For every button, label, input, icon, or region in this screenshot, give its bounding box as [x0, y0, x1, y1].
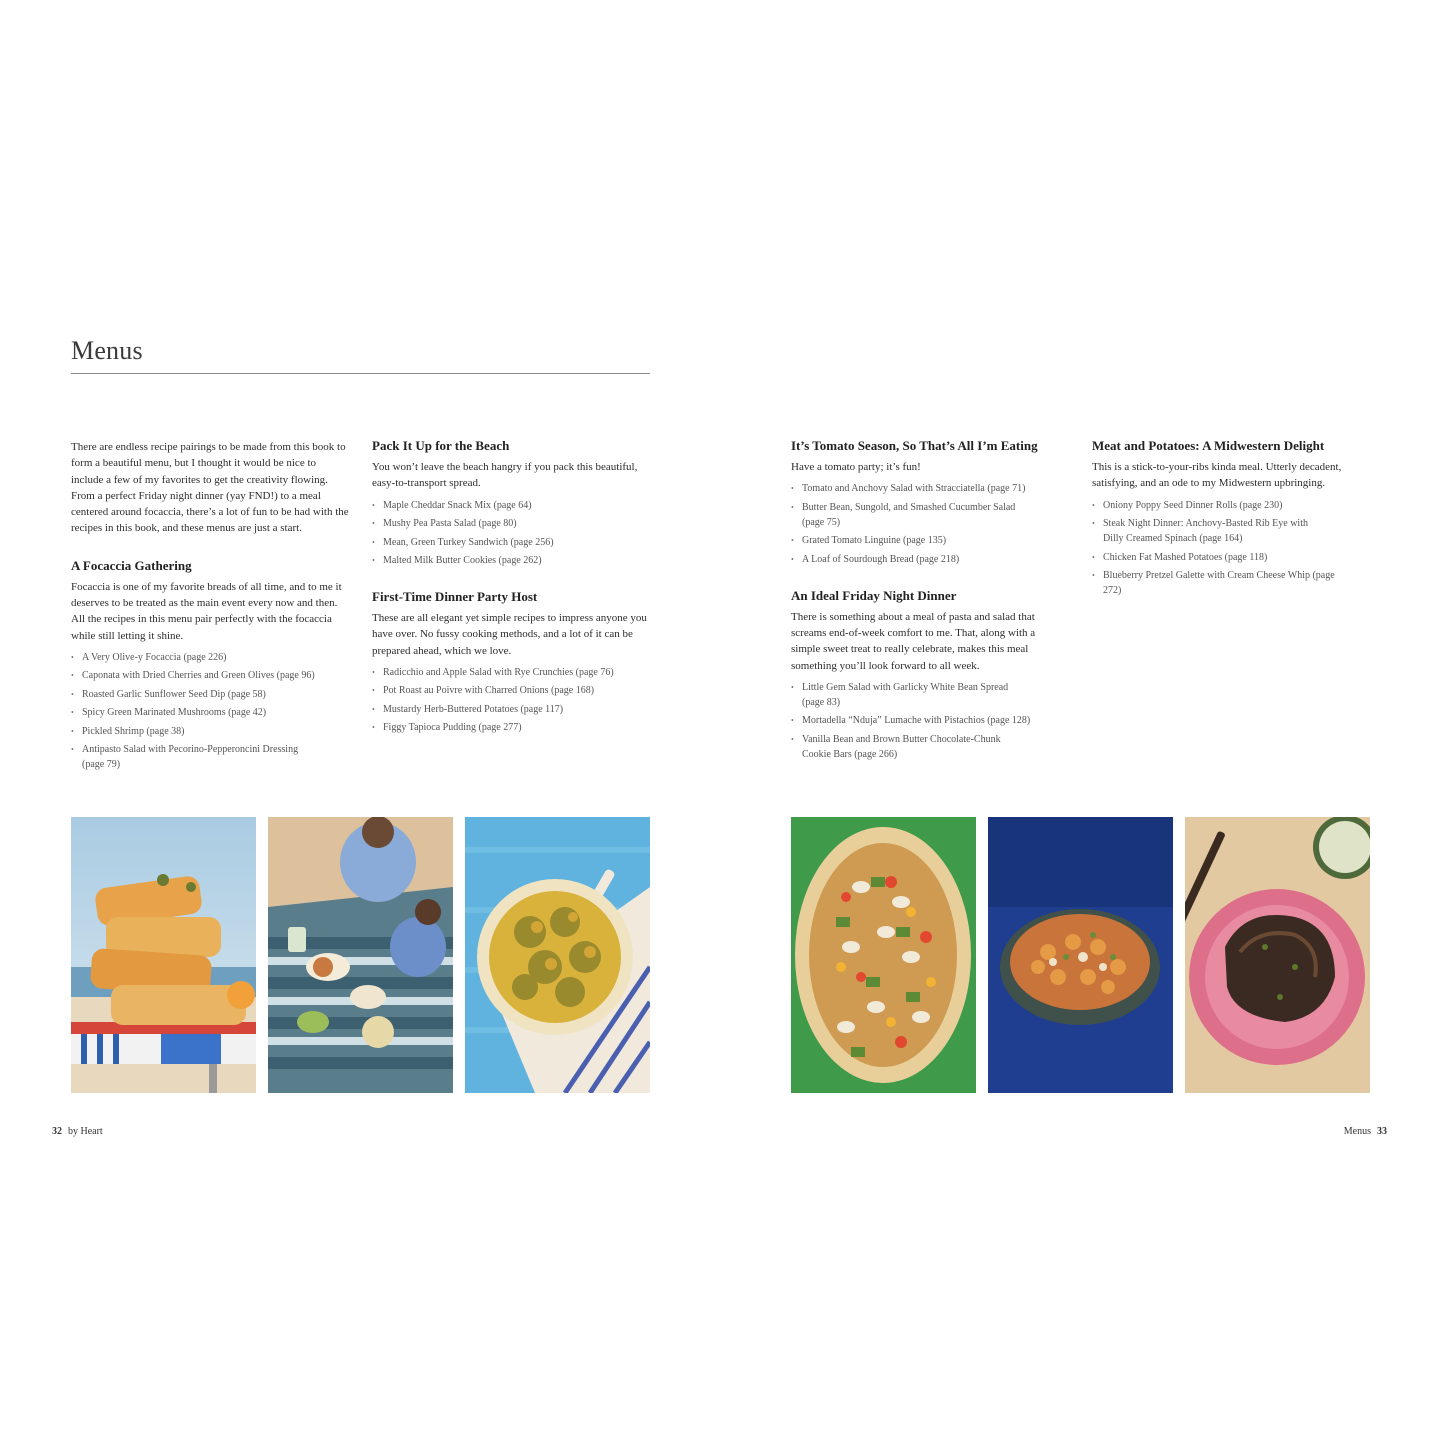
- list-item: • Pickled Shrimp (page 38): [71, 724, 349, 739]
- list-item: • Malted Milk Butter Cookies (page 262): [372, 553, 652, 568]
- list-item: • Roasted Garlic Sunflower Seed Dip (page 58): [71, 687, 349, 702]
- menu-items: [791, 680, 1061, 762]
- beach-picnic-photo: [268, 817, 453, 1093]
- list-item: • Mushy Pea Pasta Salad (page 80): [372, 516, 652, 531]
- menu-friday-night: [791, 587, 1061, 762]
- list-item: • Butter Bean, Sungold, and Smashed Cucumber Salad (page 75): [791, 500, 1037, 530]
- menu-description: This is a stick-to-your-ribs kinda meal. Utterly decadent, satisfying, and an ode to my Midwestern upbringing.: [1092, 461, 1342, 490]
- menu-beach: [372, 437, 652, 568]
- column-2: [372, 437, 652, 739]
- column-1: [71, 439, 349, 776]
- list-item: • A Very Olive-y Focaccia (page 226): [71, 650, 349, 665]
- focaccia-stack-photo: [71, 817, 256, 1093]
- menu-description: Focaccia is one of my favorite breads of all time, and to me it deserves to be treated as the main event every now and then. All the recipes in this menu pair perfectly with the focaccia while still letting it shine.: [71, 580, 342, 642]
- list-item: • Oniony Poppy Seed Dinner Rolls (page 230): [1092, 498, 1370, 513]
- menu-items: [1092, 498, 1370, 599]
- pasta-bowl-photo: [988, 817, 1173, 1093]
- list-item: • Radicchio and Apple Salad with Rye Crunchies (page 76): [372, 665, 652, 680]
- list-item: • Tomato and Anchovy Salad with Stracciatella (page 71): [791, 481, 1061, 496]
- list-item: • Mustardy Herb-Buttered Potatoes (page 117): [372, 702, 652, 717]
- menu-tomato-season: [791, 437, 1061, 567]
- list-item: • Little Gem Salad with Garlicky White Bean Spread (page 83): [791, 680, 1032, 710]
- menu-focaccia-gathering: [71, 557, 349, 773]
- menu-description: There is something about a meal of pasta and salad that screams end-of-week comfort to me. That, along with a simple sweet treat to really celebrate, makes this meal something you’ll look forward to all week.: [791, 610, 1036, 672]
- list-item: • Figgy Tapioca Pudding (page 277): [372, 720, 652, 735]
- column-3: [791, 437, 1061, 765]
- list-item: • Grated Tomato Linguine (page 135): [791, 533, 1061, 548]
- list-item: • Chicken Fat Mashed Potatoes (page 118): [1092, 550, 1370, 565]
- list-item: • Blueberry Pretzel Galette with Cream Cheese Whip (page 272): [1092, 568, 1338, 598]
- list-item: • Steak Night Dinner: Anchovy-Basted Rib Eye with Dilly Creamed Spinach (page 164): [1092, 516, 1313, 546]
- menu-title: Pack It Up for the Beach: [372, 438, 510, 453]
- menu-title: A Focaccia Gathering: [71, 557, 192, 573]
- menu-items: [791, 481, 1061, 567]
- list-item: • Pot Roast au Poivre with Charred Onions (page 168): [372, 683, 652, 698]
- steak-plate-photo: [1185, 817, 1370, 1093]
- bean-salad-photo: [791, 817, 976, 1093]
- list-item: • Mean, Green Turkey Sandwich (page 256): [372, 535, 652, 550]
- menu-description: Have a tomato party; it’s fun!: [791, 461, 921, 473]
- title-divider: [71, 373, 650, 374]
- intro-text: There are endless recipe pairings to be made from this book to form a beautiful menu, but I thought it would be nice to include a few of my favorites to get the creativity flowing. From a perfect Friday night dinner (yay FND!) to a meal centered around focaccia, there’s a lot of fun to be had with the recipes in this book, and these menus are just a start.: [71, 441, 349, 535]
- list-item: • Mortadella “Nduja” Lumache with Pistachios (page 128): [791, 713, 1061, 728]
- list-item: • A Loaf of Sourdough Bread (page 218): [791, 552, 1061, 567]
- footer-left: [52, 1126, 103, 1137]
- menu-items: [71, 650, 349, 773]
- potatoes-bowl-photo: [465, 817, 650, 1093]
- list-item: • Caponata with Dried Cherries and Green Olives (page 96): [71, 668, 349, 683]
- page-number: 32: [52, 1126, 62, 1137]
- page-title: Menus: [71, 336, 143, 365]
- menu-meat-potatoes: [1092, 437, 1370, 598]
- menu-title: It’s Tomato Season, So That’s All I’m Eating: [791, 438, 1038, 453]
- running-head: Menus: [1343, 1126, 1371, 1137]
- list-item: • Vanilla Bean and Brown Butter Chocolate-Chunk Cookie Bars (page 266): [791, 732, 1027, 762]
- list-item: • Maple Cheddar Snack Mix (page 64): [372, 498, 652, 513]
- running-head: by Heart: [68, 1126, 103, 1137]
- page-number: 33: [1377, 1126, 1387, 1137]
- list-item: • Spicy Green Marinated Mushrooms (page 42): [71, 705, 349, 720]
- menu-items: [372, 665, 652, 736]
- menu-description: You won’t leave the beach hangry if you pack this beautiful, easy-to-transport spread.: [372, 461, 638, 490]
- column-4: [1092, 437, 1370, 602]
- list-item: • Antipasto Salad with Pecorino-Pepperoncini Dressing (page 79): [71, 742, 312, 772]
- menu-title: Meat and Potatoes: A Midwestern Delight: [1092, 438, 1325, 453]
- menu-items: [372, 498, 652, 569]
- menu-description: These are all elegant yet simple recipes to impress anyone you have over. No fussy cooking methods, and a lot of it can be prepared ahead, which we love.: [372, 612, 647, 657]
- menu-dinner-party: [372, 588, 652, 735]
- menu-title: An Ideal Friday Night Dinner: [791, 587, 957, 603]
- menu-title: First-Time Dinner Party Host: [372, 589, 538, 605]
- footer-right: [1344, 1126, 1387, 1137]
